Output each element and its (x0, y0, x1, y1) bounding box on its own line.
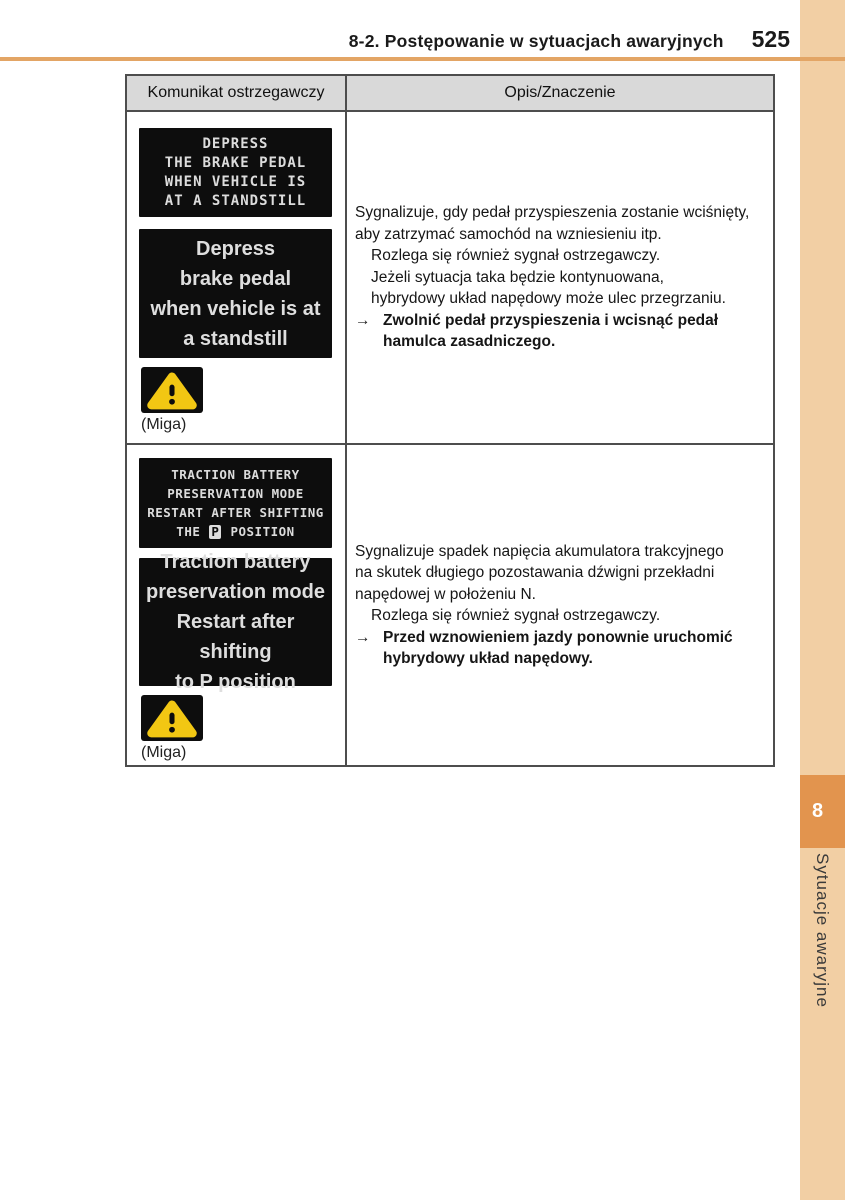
display-line: when vehicle is at (150, 297, 321, 320)
display-line: brake pedal (179, 267, 292, 290)
display-line: AT A STANDSTILL (164, 192, 307, 209)
description-line: Sygnalizuje, gdy pedał przyspieszenia zostanie wciśnięty, (355, 204, 750, 222)
display-line: THE BRAKE PEDAL (164, 154, 307, 171)
table-row-2-message-cell (127, 445, 347, 765)
blink-caption: (Miga) (141, 416, 187, 433)
park-position-symbol: P (211, 524, 220, 539)
display-line (139, 522, 332, 541)
warning-display-matrix (139, 458, 332, 548)
arrow-glyph: → (355, 628, 371, 646)
table-row-1-message-cell (127, 112, 347, 445)
display-line: RESTART AFTER SHIFTING (147, 505, 324, 520)
column-header-message: Komunikat ostrzegawczy (127, 76, 347, 112)
description-line: na skutek długiego pozostawania dźwigni przekładni (355, 564, 715, 581)
warning-display-matrix (139, 128, 332, 217)
blink-caption: (Miga) (141, 744, 187, 761)
description-line: Rozlega się również sygnał ostrzegawczy. (371, 607, 661, 624)
warning-display-lcd (139, 229, 332, 358)
header-divider-rule (0, 57, 845, 61)
action-line (355, 310, 769, 332)
action-line-continuation: hybrydowy układ napędowy. (383, 650, 593, 667)
table-row-2-description-cell (347, 445, 773, 765)
chapter-label-vertical: Sytuacje awaryjne (813, 853, 832, 1008)
table-row-1-description-cell (347, 112, 773, 445)
page-header (0, 26, 790, 53)
display-line: to P position (175, 671, 296, 693)
chapter-number: 8 (811, 800, 824, 822)
display-line: Traction battery (160, 551, 311, 573)
display-line: Restart after shifting (176, 611, 295, 663)
section-title: 8-2. Postępowanie w sytuacjach awaryjnych (348, 31, 724, 51)
display-line: PRESERVATION MODE (167, 486, 304, 501)
action-line-continuation: hamulca zasadniczego. (383, 333, 556, 351)
arrow-glyph: → (355, 311, 371, 329)
display-text: THE (176, 524, 201, 539)
description-line: Sygnalizuje spadek napięcia akumulatora trakcyjnego (355, 542, 724, 560)
warning-indicator-box (141, 695, 203, 741)
action-text: Przed wznowieniem jazdy ponownie uruchomić (383, 628, 733, 646)
action-text: Zwolnić pedał przyspieszenia i wcisnąć pedał (383, 311, 719, 329)
display-line: DEPRESS (202, 135, 269, 152)
warning-triangle-icon (145, 370, 199, 410)
warning-triangle-icon (145, 698, 199, 738)
chapter-number-tab (800, 775, 845, 848)
action-line (355, 627, 769, 649)
description-line: Rozlega się również sygnał ostrzegawczy. (371, 247, 661, 265)
warning-indicator-box (141, 367, 203, 413)
display-text: POSITION (230, 524, 295, 539)
description-line: Jeżeli sytuacja taka będzie kontynuowana, (371, 268, 664, 286)
display-line: TRACTION BATTERY (171, 467, 300, 482)
description-line: napędowej w położeniu N. (355, 585, 536, 603)
warning-table (125, 74, 775, 767)
display-line: WHEN VEHICLE IS (164, 173, 307, 190)
description-line: hybrydowy układ napędowy może ulec przegrzaniu. (371, 290, 726, 308)
page-number: 525 (751, 26, 790, 52)
display-line: Depress (196, 237, 275, 260)
column-header-description: Opis/Znaczenie (347, 76, 773, 112)
display-line: a standstill (183, 327, 288, 350)
description-line: aby zatrzymać samochód na wzniesieniu itp. (355, 225, 662, 243)
warning-display-lcd (139, 551, 332, 693)
display-line: preservation mode (146, 581, 325, 603)
